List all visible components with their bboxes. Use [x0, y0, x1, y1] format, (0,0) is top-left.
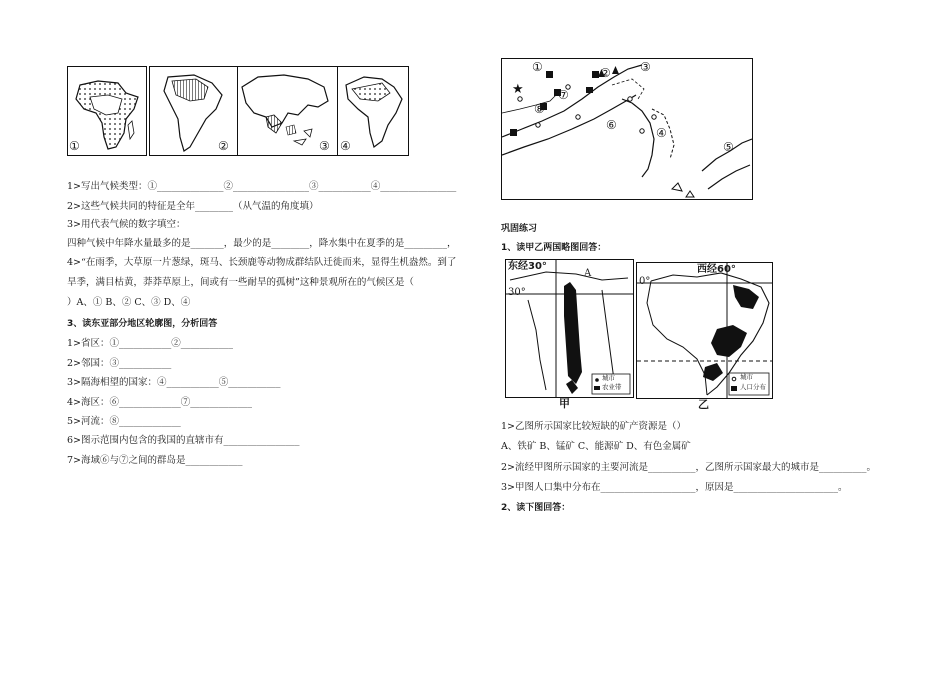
map-label-4: ④: [340, 139, 351, 153]
map-yi: [636, 262, 773, 399]
east-asia-label-2: ②: [600, 66, 611, 80]
section3-title: 3、读东亚部分地区轮廓图，分析回答: [67, 319, 218, 329]
right-question-population: 3>甲图人口集中分布在____________________，原因是______________________。: [501, 482, 848, 493]
east-asia-label-1: ①: [532, 60, 543, 74]
question-savanna-options: ）A、① B、② C、③ D、④: [67, 297, 191, 308]
question-climate-types: 1>写出气候类型：①______________②________________③___________④________________: [67, 181, 457, 192]
question-savanna-2: 旱季，满目枯黄，莽莽草原上，间或有一些耐旱的孤树”这种景观所在的气候区是（: [67, 277, 414, 288]
east-asia-label-4: ④: [656, 126, 667, 140]
svg-text:★: ★: [512, 82, 524, 97]
map-label-3: ③: [319, 139, 330, 153]
map-jia-caption: 甲: [559, 397, 570, 410]
east-asia-label-7: ⑦: [558, 88, 569, 102]
right-question-mineral-options: A、铁矿 B、锰矿 C、能源矿 D、有色金属矿: [501, 441, 691, 452]
map-jia: [505, 259, 634, 398]
question-precipitation: 四种气候中年降水量最多的是_______，最少的是________，降水集中在夏季的是_________，: [67, 238, 457, 249]
map-jia-legend-city: 城市: [602, 374, 615, 382]
east-asia-map: [501, 58, 753, 200]
section3-item-municipalities: 6>图示范围内包含的我国的直辖市有________________: [67, 435, 300, 446]
section3-item-river: 5>河流：⑧_____________: [67, 416, 181, 427]
map-yi-lat: 0°: [639, 276, 651, 287]
section3-item-provinces: 1>省区：①___________②___________: [67, 338, 234, 349]
question-common-feature: 2>这些气候共同的特征是全年________（从气温的角度填）: [67, 201, 319, 212]
q1-title: 1、读甲乙两国略图回答：: [501, 243, 607, 253]
map-yi-header: 西经60°: [697, 264, 736, 275]
map-jia-mark: A: [584, 268, 592, 279]
east-asia-label-3: ③: [640, 60, 651, 74]
map-yi-caption: 乙: [698, 398, 709, 411]
map-label-2: ②: [218, 139, 229, 153]
practice-title: 巩固练习: [501, 224, 538, 234]
east-asia-label-5: ⑤: [723, 140, 734, 154]
section3-item-across-sea: 3>隔海相望的国家：④___________⑤___________: [67, 377, 281, 388]
section3-item-neighbor: 2>邻国：③___________: [67, 358, 172, 369]
q2-title: 2、读下图回答：: [501, 503, 571, 513]
map-jia-header: 东经30°: [508, 261, 547, 272]
map-jia-lat: 30°: [508, 287, 526, 298]
map-yi-legend-population: 人口分布: [740, 383, 766, 391]
map-jia-legend-farm: 农业带: [602, 383, 622, 391]
question-savanna-1: 4>“在雨季，大草原一片葱绿，斑马、长颈鹿等动物成群结队迁徙而来，显得生机盎然。到了: [67, 257, 457, 268]
map-label-1: ①: [69, 139, 80, 153]
right-question-river-city: 2>流经甲图所示国家的主要河流是__________，乙图所示国家最大的城市是__________。: [501, 462, 877, 473]
east-asia-label-8: ⑧: [534, 102, 545, 116]
question-fill-numbers: 3>用代表气候的数字填空：: [67, 219, 186, 230]
section3-item-seas: 4>海区：⑥_____________⑦_____________: [67, 397, 253, 408]
right-question-minerals: 1>乙图所示国家比较短缺的矿产资源是（）: [501, 421, 687, 432]
section3-item-archipelago: 7>海域⑥与⑦之间的群岛是____________: [67, 455, 243, 466]
east-asia-label-6: ⑥: [606, 118, 617, 132]
map-yi-legend-city: 城市: [740, 373, 753, 381]
